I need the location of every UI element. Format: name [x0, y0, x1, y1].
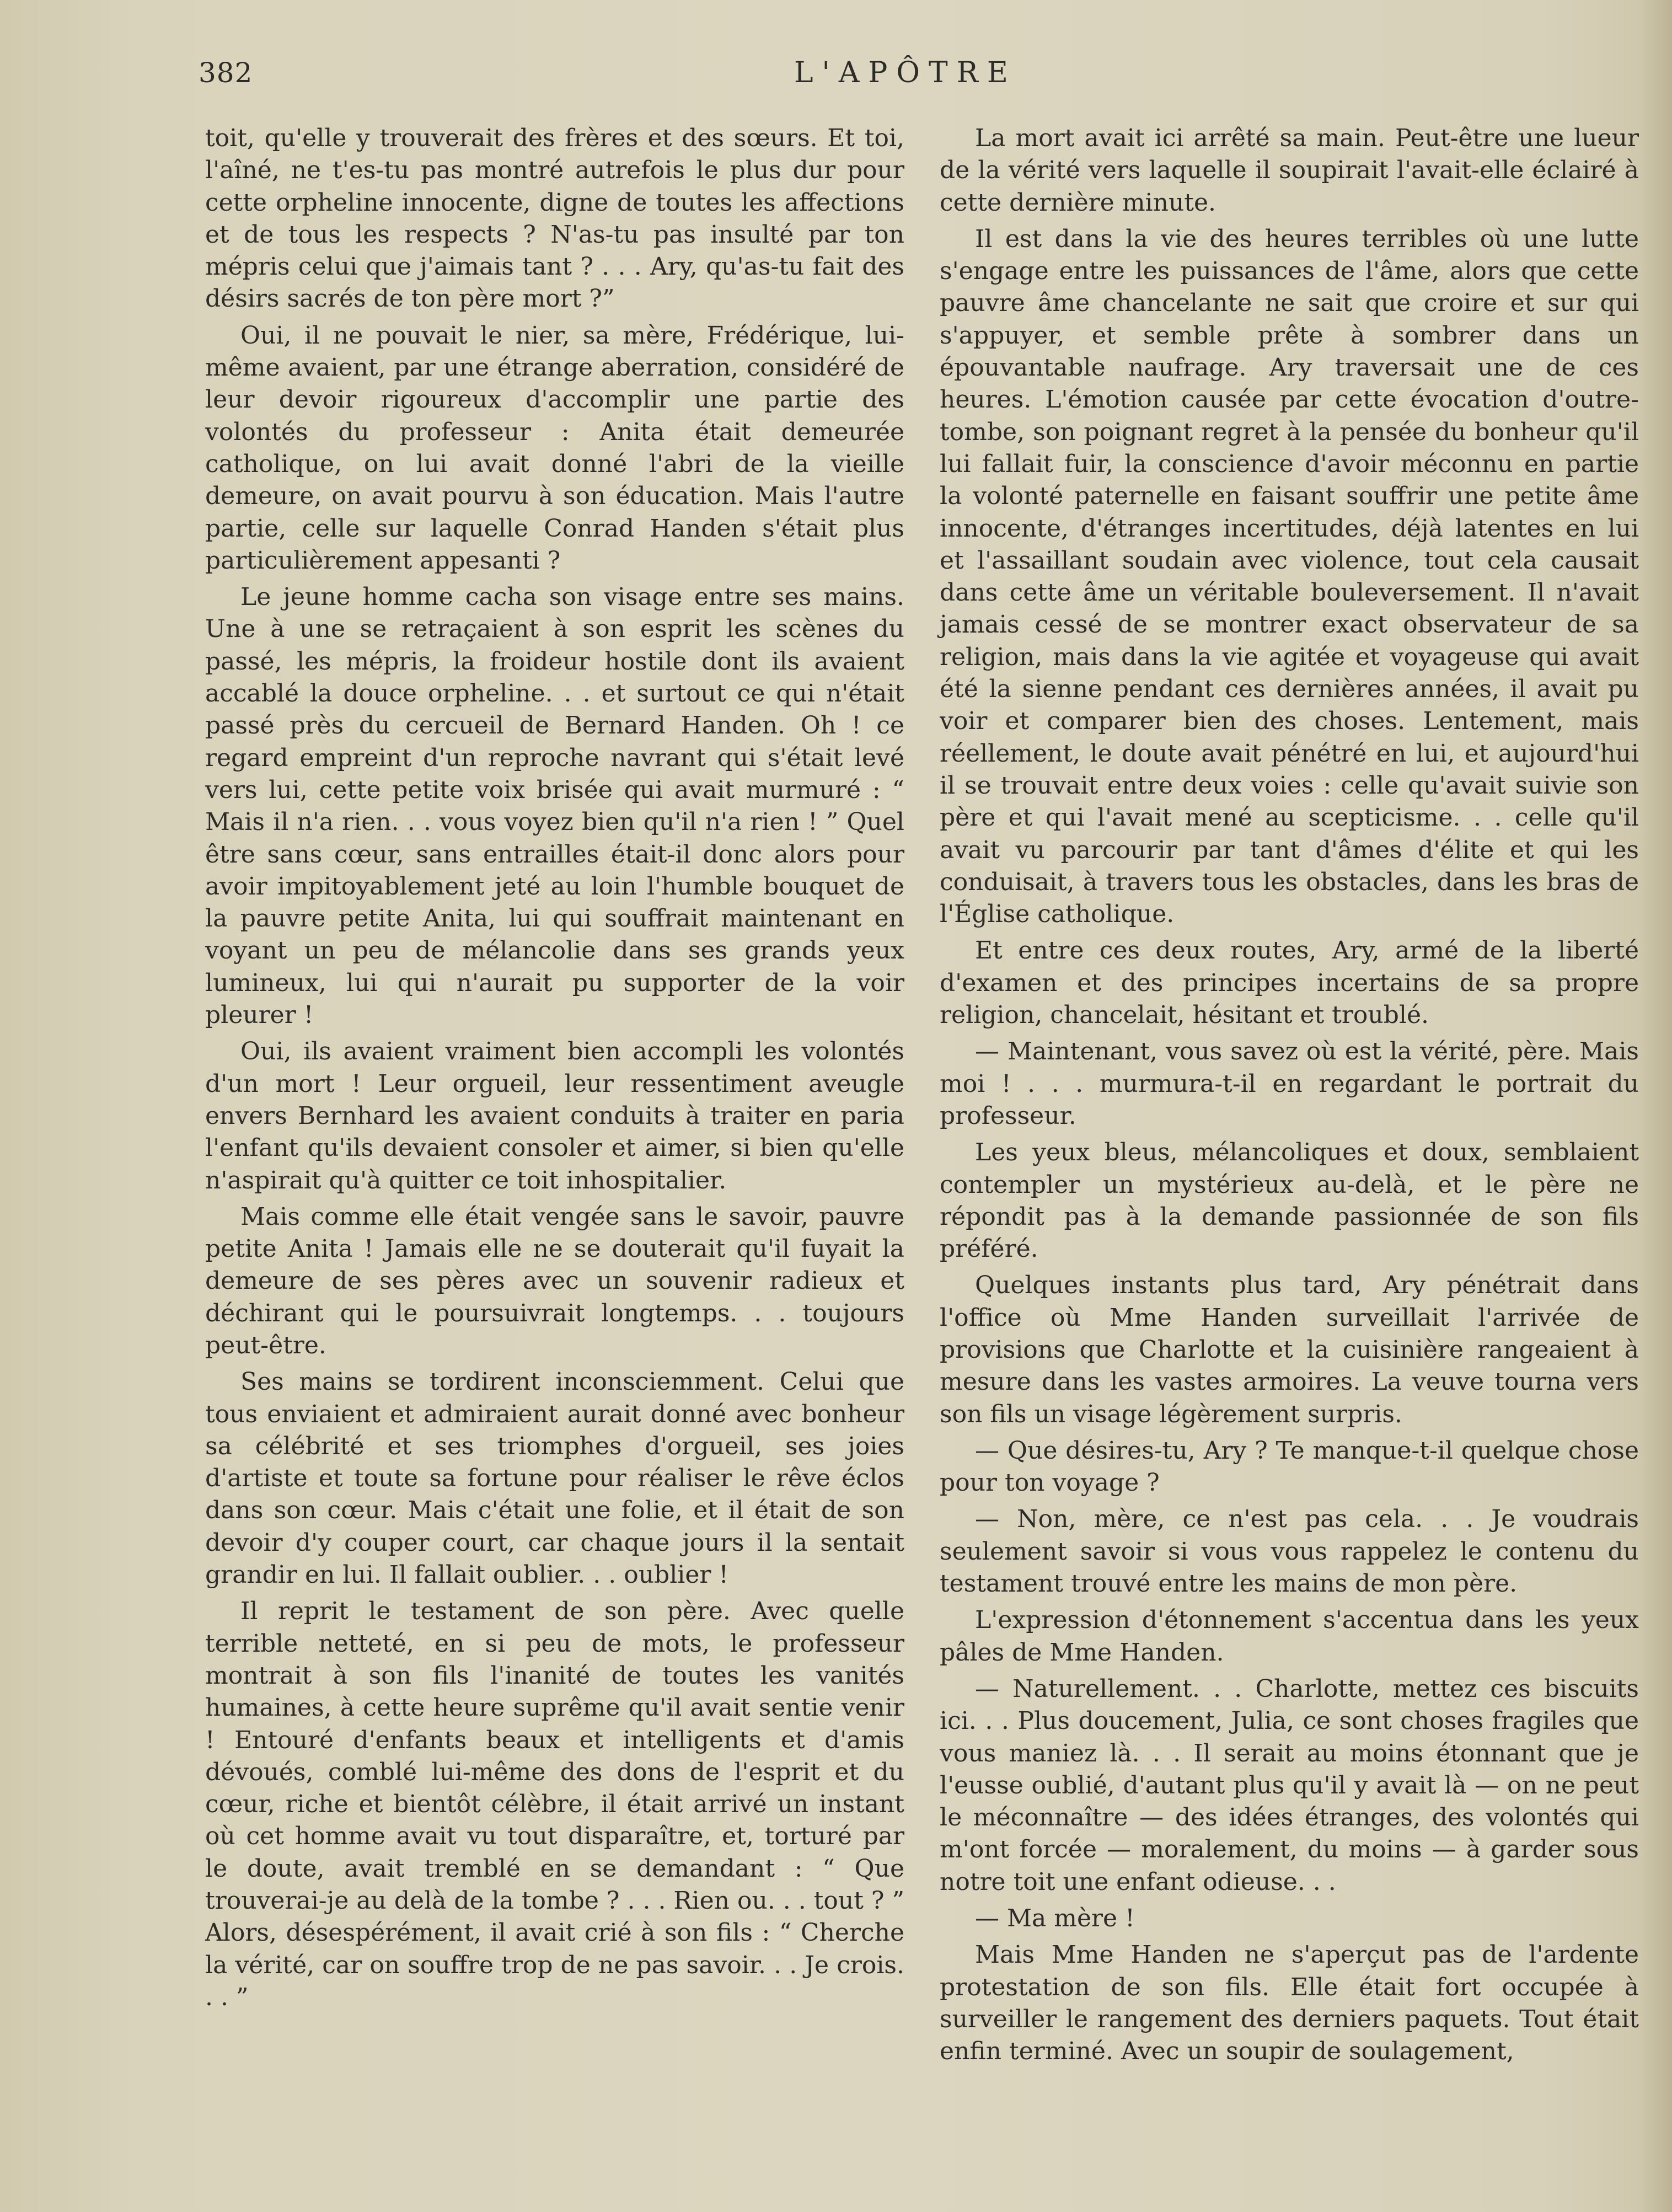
dialogue-line: — Non, mère, ce n'est pas cela. . . Je voudrais seulement savoir si vous vous rappelez le contenu du testament trouvé entre les mains de mon père. — [940, 1505, 1639, 1598]
paragraph: Le jeune homme cacha son visage entre ses mains. Une à une se retraçaient à son esprit les scènes du passé, les mépris, la froideur hostile dont ils avaient accablé la douce orpheline. . . et surtout ce qui n'était passé près du cercueil de Bernard Handen. Oh ! ce regard empreint d'un reproche navrant qui s'était levé vers lui, cette petite voix brisée qui avait murmuré : “ Mais il n'a rien. . . vous voyez bien qu'il n'a rien ! ” Quel être sans cœur, sans entrailles était-il donc alors pour avoir impitoyablement jeté au loin l'humble bouquet de la pauvre petite Anita, lui qui souffrait maintenant en voyant un peu de mélancolie dans ses grands yeux lumineux, lui qui n'aurait pu supporter de la voir pleurer ! — [205, 583, 904, 1030]
dialogue-line: — Ma mère ! — [975, 1904, 1135, 1933]
paragraph: Oui, il ne pouvait le nier, sa mère, Frédérique, lui-même avaient, par une étrange aberration, considéré de leur devoir rigoureux d'accomplir une partie des volontés du professeur : Anita était demeurée catholique, on lui avait donné l'abri de la vieille demeure, on avait pourvu à son éducation. Mais l'autre partie, celle sur laquelle Conrad Handen s'était plus particulièrement appesanti ? — [205, 321, 904, 575]
paragraph: Et entre ces deux routes, Ary, armé de la liberté d'examen et des principes incertains de sa propre religion, chancelait, hésitant et troublé. — [940, 936, 1639, 1030]
paragraph: Mais Mme Handen ne s'aperçut pas de l'ardente protestation de son fils. Elle était fort occupée à surveiller le rangement des derniers paquets. Tout était enfin terminé. Avec un soupir de soulagement, — [940, 1941, 1639, 2066]
paragraph: Quelques instants plus tard, Ary pénétrait dans l'office où Mme Handen surveillait l'arrivée de provisions que Charlotte et la cuisinière rangeaient à mesure dans les vastes armoires. La veuve tourna vers son fils un visage légèrement surpris. — [940, 1271, 1639, 1428]
running-title: L'APÔTRE — [794, 56, 1017, 89]
paragraph: toit, qu'elle y trouverait des frères et des sœurs. Et toi, l'aîné, ne t'es-tu pas montré autrefois le plus dur pour cette orpheline innocente, digne de toutes les affections et de tous les respects ? N'as-tu pas insulté par ton mépris celui que j'aimais tant ? . . . Ary, qu'as-tu fait des désirs sacrés de ton père mort ?” — [205, 124, 904, 313]
paragraph: Les yeux bleus, mélancoliques et doux, semblaient contempler un mystérieux au-delà, et le père ne répondit pas à la demande passionnée de son fils préféré. — [940, 1138, 1639, 1263]
paragraph: Ses mains se tordirent inconsciemment. Celui que tous enviaient et admiraient aurait donné avec bonheur sa célébrité et ses triomphes d'orgueil, ses joies d'artiste et toute sa fortune pour réaliser le rêve éclos dans son cœur. Mais c'était une folie, et il était de son devoir d'y couper court, car chaque jours il la sentait grandir en lui. Il fallait oublier. . . oublier ! — [205, 1368, 904, 1589]
right-column — [940, 122, 1639, 2072]
dialogue-line: — Maintenant, vous savez où est la vérité, père. Mais moi ! . . . murmura-t-il en regardant le portrait du professeur. — [940, 1037, 1639, 1130]
paragraph: L'expression d'étonnement s'accentua dans les yeux pâles de Mme Handen. — [940, 1606, 1639, 1667]
paragraph: Il reprit le testament de son père. Avec quelle terrible netteté, en si peu de mots, le professeur montrait à son fils l'inanité de toutes les vanités humaines, à cette heure suprême qu'il avait sentie venir ! Entouré d'enfants beaux et intelligents et d'amis dévoués, comblé lui-même des dons de l'esprit et du cœur, riche et bientôt célèbre, il était arrivé un instant où cet homme avait vu tout disparaître, et, torturé par le doute, avait tremblé en se demandant : “ Que trouverai-je au delà de la tombe ? . . . Rien ou. . . tout ? ” Alors, désespérément, il avait crié à son fils : “ Cherche la vérité, car on souffre trop de ne pas savoir. . . Je crois. . . ” — [205, 1597, 904, 2011]
page-edge-shadow — [1639, 0, 1672, 2212]
page-number: 382 — [199, 57, 253, 89]
dialogue-line: — Que désires-tu, Ary ? Te manque-t-il quelque chose pour ton voyage ? — [940, 1436, 1639, 1497]
page-header — [199, 51, 1522, 95]
left-column — [205, 122, 904, 2018]
paragraph: Oui, ils avaient vraiment bien accompli les volontés d'un mort ! Leur orgueil, leur ressentiment aveugle envers Bernhard les avaient conduits à traiter en paria l'enfant qu'ils devaient consoler et aimer, si bien qu'elle n'aspirait qu'à quitter ce toit inhospitalier. — [205, 1037, 904, 1195]
paragraph: Il est dans la vie des heures terribles où une lutte s'engage entre les puissances de l'âme, alors que cette pauvre âme chancelante ne sait que croire et sur qui s'appuyer, et semble prête à sombrer dans un épouvantable naufrage. Ary traversait une de ces heures. L'émotion causée par cette évocation d'outre-tombe, son poignant regret à la pensée du bonheur qu'il lui fallait fuir, la conscience d'avoir méconnu en partie la volonté paternelle en faisant souffrir une petite âme innocente, d'étranges incertitudes, déjà latentes en lui et l'assaillant soudain avec violence, tout cela causait dans cette âme un véritable bouleversement. Il n'avait jamais cessé de se montrer exact observateur de sa religion, mais dans la vie agitée et voyageuse qui avait été la sienne pendant ces dernières années, il avait pu voir et comparer bien des choses. Lentement, mais réellement, le doute avait pénétré en lui, et aujourd'hui il se trouvait entre deux voies : celle qu'avait suivie son père et qui l'avait mené au scepticisme. . . celle qu'il avait vu parcourir par tant d'âmes d'élite et qui les conduisait, à travers tous les obstacles, dans les bras de l'Église catholique. — [940, 224, 1639, 929]
paragraph: Mais comme elle était vengée sans le savoir, pauvre petite Anita ! Jamais elle ne se douterait qu'il fuyait la demeure de ses pères avec un souvenir radieux et déchirant qui le poursuivrait longtemps. . . toujours peut-être. — [205, 1202, 904, 1359]
paragraph: La mort avait ici arrêté sa main. Peut-être une lueur de la vérité vers laquelle il soupirait l'avait-elle éclairé à cette dernière minute. — [940, 124, 1639, 217]
dialogue-line: — Naturellement. . . Charlotte, mettez ces biscuits ici. . . Plus doucement, Julia, ce sont choses fragiles que vous maniez là. . . Il serait au moins étonnant que je l'eusse oublié, d'autant plus qu'il y avait là — on ne peut le méconnaître — des idées étranges, des volontés qui m'ont forcée — moralement, du moins — à garder sous notre toit une enfant odieuse. . . — [940, 1674, 1639, 1896]
